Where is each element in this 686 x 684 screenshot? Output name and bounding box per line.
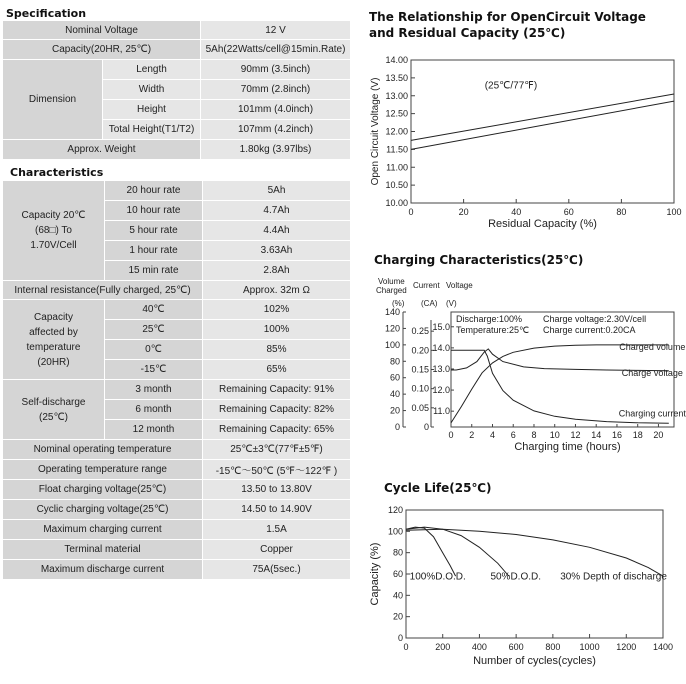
voltage-header: Voltage (446, 281, 473, 290)
ocv-chart (356, 50, 686, 235)
y-tick-label: 0 (397, 633, 403, 643)
y-tick-label: 13.50 (385, 72, 408, 83)
y-tick-label: 80 (392, 547, 403, 558)
spec-label: Operating temperature range (3, 460, 203, 480)
table-row (3, 300, 351, 320)
x-tick-label: 200 (435, 642, 451, 652)
y-axis-label: Capacity (%) (369, 542, 381, 606)
spec-value: 3.63Ah (203, 241, 351, 261)
spec-value: 65% (203, 360, 351, 380)
label-line: (20HR) (37, 356, 70, 368)
x-tick-label: 600 (508, 642, 524, 652)
table-row (3, 380, 351, 400)
x-tick-label: 0 (408, 207, 414, 217)
spec-label: Maximum discharge current (3, 560, 203, 580)
y-tick-label: 10.00 (385, 198, 408, 208)
y-tick-label: 40 (392, 590, 403, 601)
x-tick-label: 1000 (579, 642, 600, 652)
label-line: Self-discharge (21, 396, 86, 408)
current-tick-label: 0.25 (411, 326, 429, 337)
spec-label: Terminal material (3, 540, 203, 560)
spec-label: Cyclic charging voltage(25℃) (3, 500, 203, 520)
dod-annotation: 100%D.O.D. (409, 571, 466, 583)
spec-sublabel: 5 hour rate (105, 221, 203, 241)
series-label: Charging current (618, 408, 686, 419)
series-label: Charge voltage (621, 367, 683, 378)
spec-value: 2.8Ah (203, 261, 351, 281)
spec-value: 100% (203, 320, 351, 340)
legend-text: Charge current:0.20CA (543, 325, 636, 335)
voltage-tick-label: 11.0 (433, 406, 450, 417)
spec-value: Copper (203, 540, 351, 560)
spec-sublabel: 40℃ (105, 300, 203, 320)
spec-value: 1.80kg (3.97lbs) (201, 140, 351, 160)
spec-sublabel: Length (103, 60, 201, 80)
y-tick-label: 60 (392, 569, 403, 579)
voltage-tick-label: 15.0 (432, 321, 450, 332)
spec-label: Approx. Weight (3, 140, 201, 160)
x-tick-label: 80 (616, 207, 627, 217)
spec-value: 25℃±3℃(77℉±5℉) (203, 440, 351, 460)
table-row (3, 560, 351, 580)
table-row (3, 60, 351, 80)
spec-value: 107mm (4.2inch) (201, 120, 351, 140)
plot-frame (411, 60, 674, 203)
legend-text: Charge voltage:2.30V/cell (543, 314, 647, 324)
x-tick-label: 60 (563, 207, 574, 217)
spec-sublabel: Total Height(T1/T2) (103, 120, 201, 140)
y-tick-label: 11.00 (386, 162, 408, 173)
x-axis-label: Charging time (hours) (514, 441, 621, 453)
temp-group-label (3, 300, 105, 380)
cycle-series-line (406, 527, 509, 576)
volume-unit: (%) (392, 299, 405, 308)
x-tick-label: 12 (570, 430, 581, 440)
table-row (3, 21, 351, 40)
spec-sublabel: 3 month (105, 380, 203, 400)
table-row (3, 540, 351, 560)
spec-value: 102% (203, 300, 351, 320)
charging-chart-title: Charging Characteristics(25℃) (374, 253, 584, 267)
table-row (3, 181, 351, 201)
spec-value: 70mm (2.8inch) (201, 80, 351, 100)
y-tick-label: 10.50 (385, 180, 408, 191)
x-tick-label: 2 (469, 430, 475, 440)
voltage-tick-label: 13.0 (432, 363, 450, 374)
x-tick-label: 4 (489, 430, 495, 440)
specification-title: Specification (6, 7, 87, 20)
x-tick-label: 18 (632, 430, 643, 440)
volume-tick-label: 0 (394, 422, 400, 432)
table-row (3, 460, 351, 480)
cycle-chart-title: Cycle Life(25℃) (384, 481, 492, 495)
spec-value: Remaining Capacity: 91% (203, 380, 351, 400)
ocv-series-line (411, 101, 674, 149)
volume-tick-label: 60 (389, 372, 400, 383)
table-row (3, 140, 351, 160)
current-tick-label: 0.15 (411, 364, 429, 375)
x-tick-label: 6 (510, 430, 516, 440)
voltage-tick-label: 14.0 (432, 342, 450, 353)
label-line: (68□) To (35, 225, 72, 236)
x-tick-label: 1200 (616, 642, 637, 652)
spec-value: 5Ah(22Watts/cell@15min.Rate) (201, 40, 351, 60)
x-axis-label: Residual Capacity (%) (488, 218, 597, 230)
spec-value: 4.7Ah (203, 201, 351, 221)
ocv-title-line2: and Residual Capacity (25℃) (369, 26, 566, 40)
x-tick-label: 20 (458, 207, 469, 217)
current-tick-label: 0.10 (411, 383, 429, 394)
label-line: affected by (29, 326, 78, 338)
table-row (3, 520, 351, 540)
volume-tick-label: 80 (389, 356, 400, 367)
volume-header: Charged (376, 286, 407, 295)
capacity-group-label (3, 181, 105, 281)
x-axis-label: Number of cycles(cycles) (473, 655, 596, 667)
volume-tick-label: 120 (384, 323, 400, 334)
y-tick-label: 11.50 (386, 144, 408, 155)
cycle-chart (356, 500, 686, 680)
spec-sublabel: 15 min rate (105, 261, 203, 281)
spec-label: Nominal operating temperature (3, 440, 203, 460)
y-tick-label: 12.50 (385, 108, 408, 119)
spec-label: Float charging voltage(25℃) (3, 480, 203, 500)
spec-sublabel: 6 month (105, 400, 203, 420)
spec-value: Remaining Capacity: 65% (203, 420, 351, 440)
current-tick-label: 0.05 (411, 402, 429, 413)
x-tick-label: 10 (549, 430, 560, 440)
x-tick-label: 400 (471, 642, 487, 652)
legend-text: Temperature:25℃ (456, 325, 530, 335)
y-tick-label: 120 (387, 505, 403, 515)
characteristics-table (2, 180, 351, 580)
spec-value: 90mm (3.5inch) (201, 60, 351, 80)
table-row (3, 440, 351, 460)
spec-sublabel: 25℃ (105, 320, 203, 340)
current-tick-label: 0 (423, 422, 429, 432)
spec-value: 101mm (4.0inch) (201, 100, 351, 120)
x-tick-label: 0 (403, 642, 409, 652)
ocv-chart-title (369, 9, 646, 41)
spec-sublabel: 0℃ (105, 340, 203, 360)
spec-value: Remaining Capacity: 82% (203, 400, 351, 420)
y-tick-label: 100 (387, 526, 403, 537)
label-line: 1.70V/Cell (30, 240, 77, 251)
spec-sublabel: 1 hour rate (105, 241, 203, 261)
spec-value: 14.50 to 14.90V (203, 500, 351, 520)
spec-value: -15℃～50℃ (5℉～122℉ ) (203, 460, 351, 480)
x-tick-label: 0 (448, 430, 454, 440)
current-tick-label: 0.20 (411, 345, 429, 356)
x-tick-label: 1400 (652, 642, 674, 652)
annotation-label: (25℃/77℉) (484, 80, 538, 92)
y-tick-label: 20 (392, 611, 403, 622)
spec-sublabel: 10 hour rate (105, 201, 203, 221)
dod-annotation: 30% Depth of discharge (560, 571, 667, 583)
spec-value: 5Ah (203, 181, 351, 201)
x-tick-label: 14 (591, 430, 602, 440)
y-tick-label: 12.00 (385, 126, 408, 137)
cycle-series-line (406, 527, 456, 576)
label-line: temperature (26, 341, 81, 353)
spec-value: 75A(5sec.) (203, 560, 351, 580)
spec-sublabel: 20 hour rate (105, 181, 203, 201)
spec-sublabel: Width (103, 80, 201, 100)
y-tick-label: 14.00 (385, 55, 408, 65)
current-header: Current (413, 281, 440, 290)
table-row (3, 281, 351, 300)
x-tick-label: 16 (611, 430, 622, 440)
spec-value: 85% (203, 340, 351, 360)
y-tick-label: 13.00 (385, 90, 408, 101)
y-axis-label: Open Circuit Voltage (V) (370, 77, 381, 186)
spec-value: 1.5A (203, 520, 351, 540)
table-row (3, 480, 351, 500)
label-line: Capacity (34, 311, 73, 323)
spec-label: Maximum charging current (3, 520, 203, 540)
volume-tick-label: 100 (384, 339, 400, 350)
dimension-label: Dimension (3, 60, 103, 140)
spec-value: Approx. 32m Ω (203, 281, 351, 300)
specification-table (2, 20, 351, 160)
volume-tick-label: 140 (384, 307, 400, 317)
ocv-title-line1: The Relationship for OpenCircuit Voltage (369, 10, 646, 24)
ocv-series-line (411, 94, 674, 140)
charging-chart (356, 272, 686, 462)
dod-annotation: 50%D.O.D. (490, 571, 542, 583)
spec-label: Nominal Voltage (3, 21, 201, 40)
label-line: Capacity 20℃ (21, 210, 86, 221)
x-tick-label: 40 (511, 207, 522, 217)
spec-value: 12 V (201, 21, 351, 40)
spec-sublabel: -15℃ (105, 360, 203, 380)
volume-tick-label: 20 (389, 405, 400, 416)
series-label: Charged volume (619, 342, 686, 353)
x-tick-label: 800 (545, 642, 561, 652)
spec-value: 4.4Ah (203, 221, 351, 241)
legend-text: Discharge:100% (456, 314, 523, 324)
volume-header: Volume (378, 277, 405, 286)
label-line: (25℃) (38, 411, 68, 423)
spec-value: 13.50 to 13.80V (203, 480, 351, 500)
characteristics-title: Characteristics (10, 166, 104, 179)
current-unit: (CA) (421, 299, 438, 308)
x-tick-label: 20 (653, 430, 664, 440)
x-tick-label: 8 (531, 430, 537, 440)
spec-label: Internal resistance(Fully charged, 25℃) (3, 281, 203, 300)
cycle-series-line (406, 529, 663, 576)
x-tick-label: 100 (666, 207, 682, 217)
self-discharge-label (3, 380, 105, 440)
spec-sublabel: Height (103, 100, 201, 120)
voltage-unit: (V) (446, 299, 457, 308)
volume-tick-label: 40 (389, 389, 400, 400)
voltage-tick-label: 12.0 (432, 385, 450, 396)
spec-sublabel: 12 month (105, 420, 203, 440)
table-row (3, 40, 351, 60)
table-row (3, 500, 351, 520)
spec-label: Capacity(20HR, 25℃) (3, 40, 201, 60)
